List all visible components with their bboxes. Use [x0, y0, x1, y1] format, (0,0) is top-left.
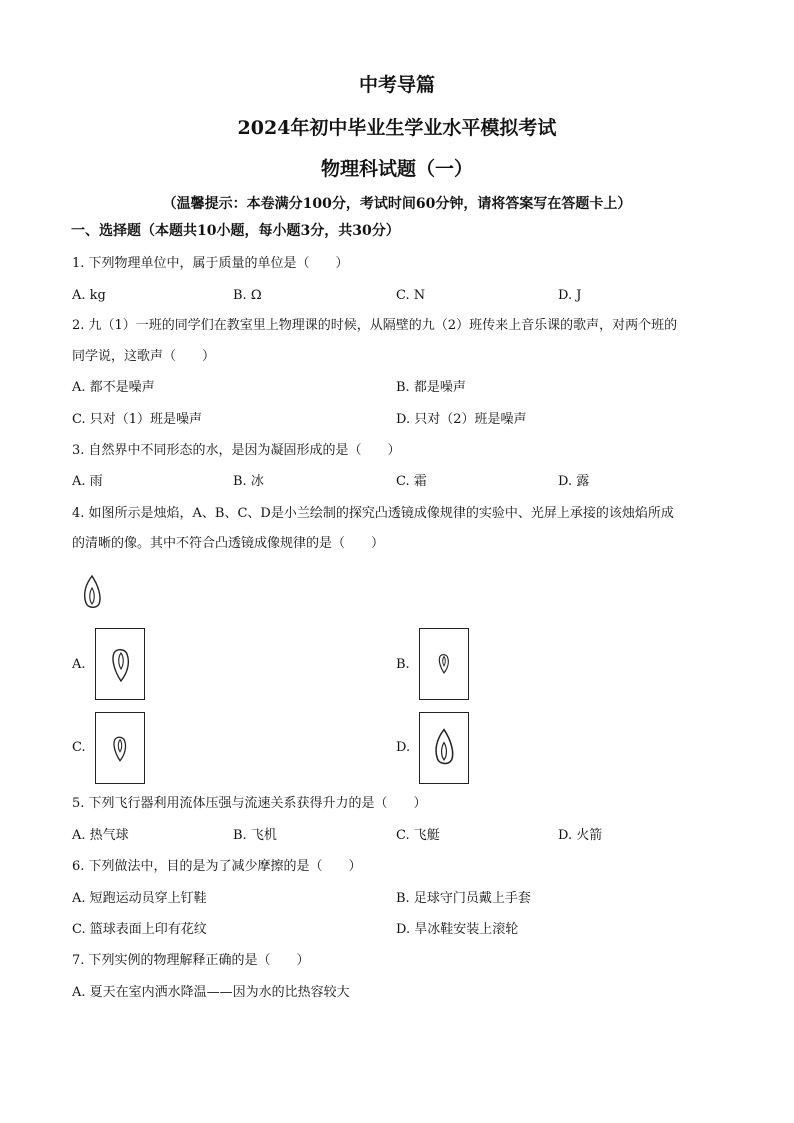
question-6-stem: 6. 下列做法中，目的是为了减少摩擦的是（ ）: [72, 859, 362, 874]
flame-image-inverted-icon: [109, 645, 133, 683]
question-2-option-d: D. 只对（2）班是噪声: [396, 412, 527, 427]
question-4-option-b-label: B.: [396, 657, 410, 672]
question-5-option-b: B. 飞机: [233, 828, 277, 843]
question-7-stem: 7. 下列实例的物理解释正确的是（ ）: [72, 953, 310, 968]
exam-subject-title: 物理科试题（一）: [320, 158, 473, 180]
question-1-option-b: B. Ω: [233, 288, 262, 303]
question-2-option-c: C. 只对（1）班是噪声: [72, 412, 203, 427]
question-6-option-a: A. 短跑运动员穿上钉鞋: [72, 891, 207, 906]
question-1-option-a: A. kg: [72, 288, 106, 303]
question-5-option-a: A. 热气球: [72, 828, 129, 843]
question-5-option-d: D. 火箭: [558, 828, 603, 843]
candle-flame-icon: [80, 574, 104, 612]
question-2-option-b: B. 都是噪声: [396, 380, 466, 395]
option-c-image-frame: [95, 712, 145, 784]
option-d-image-frame: [419, 712, 469, 784]
question-4-stem-line1: 4. 如图所示是烛焰，A、B、C、D是小兰绘制的探究凸透镜成像规律的实验中、光屏上承接的该烛焰所成: [72, 506, 674, 521]
question-6-option-d: D. 旱冰鞋安装上滚轮: [396, 922, 519, 937]
question-4-stem-line2: 的清晰的像。其中不符合凸透镜成像规律的是（ ）: [72, 536, 385, 551]
question-2-stem-line2: 同学说，这歌声（ ）: [72, 349, 216, 364]
option-a-image-frame: [95, 628, 145, 700]
question-3-option-c: C. 霜: [396, 474, 427, 489]
option-b-image-frame: [419, 628, 469, 700]
question-3-stem: 3. 自然界中不同形态的水，是因为凝固形成的是（ ）: [72, 443, 401, 458]
exam-tip: （温馨提示：本卷满分100分，考试时间60分钟，请将答案写在答题卡上）: [162, 196, 632, 212]
question-3-option-b: B. 冰: [233, 474, 264, 489]
question-3-option-a: A. 雨: [72, 474, 103, 489]
question-2-stem-line1: 2. 九（1）一班的同学们在教室里上物理课的时候，从隔壁的九（2）班传来上音乐课的歌声，对两个班的: [72, 318, 678, 333]
question-5-stem: 5. 下列飞行器利用流体压强与流速关系获得升力的是（ ）: [72, 796, 427, 811]
question-2-option-a: A. 都不是噪声: [72, 380, 155, 395]
question-4-option-c-label: C.: [72, 740, 86, 755]
question-1-option-c: C. N: [396, 288, 426, 303]
question-5-option-c: C. 飞艇: [396, 828, 440, 843]
question-4-option-a-label: A.: [72, 657, 86, 672]
question-1-option-d: D. J: [558, 288, 582, 303]
flame-image-upright-icon: [431, 727, 457, 769]
exam-title: 2024年初中毕业生学业水平模拟考试: [237, 117, 557, 139]
flame-image-small-inverted-icon: [437, 651, 451, 675]
section-heading: 一、选择题（本题共10小题，每小题3分，共30分）: [71, 223, 400, 239]
question-7-option-a: A. 夏天在室内洒水降温——因为水的比热容较大: [72, 985, 350, 1000]
question-1-stem: 1. 下列物理单位中，属于质量的单位是（ ）: [72, 256, 349, 271]
question-6-option-b: B. 足球守门员戴上手套: [396, 891, 531, 906]
question-4-option-d-label: D.: [396, 740, 411, 755]
exam-series-title: 中考导篇: [358, 74, 435, 96]
question-3-option-d: D. 露: [558, 474, 590, 489]
question-6-option-c: C. 篮球表面上印有花纹: [72, 922, 207, 937]
flame-image-medium-inverted-icon: [111, 733, 129, 763]
